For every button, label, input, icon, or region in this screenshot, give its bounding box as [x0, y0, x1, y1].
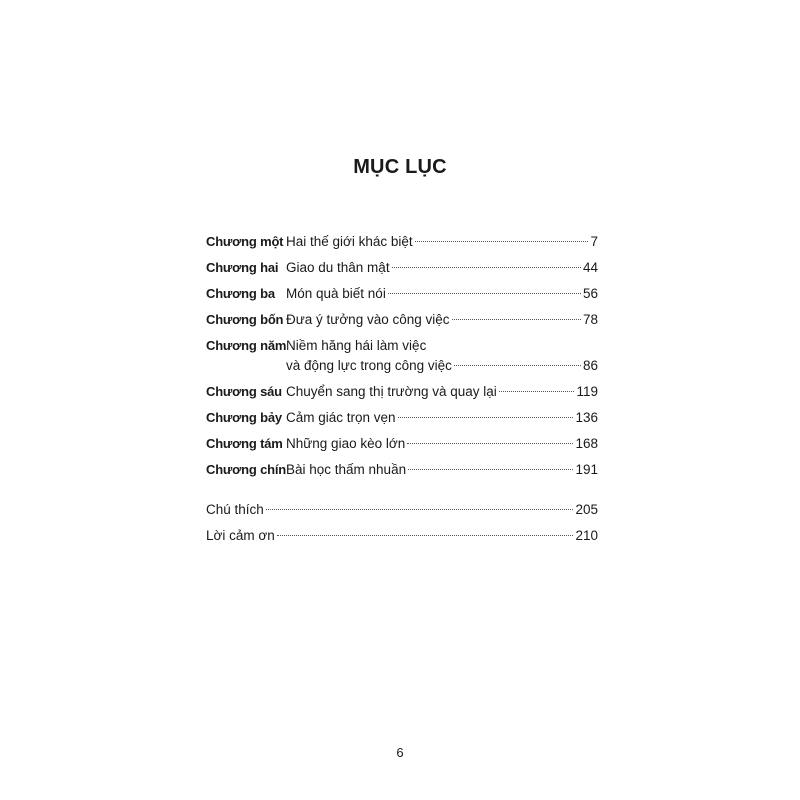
- page-number: 6: [396, 745, 404, 760]
- chapter-label: Chương bốn: [206, 312, 284, 327]
- toc-row-chapter-4[interactable]: [206, 310, 598, 330]
- toc-row-chapter-7[interactable]: [206, 408, 598, 428]
- extra-entry: [206, 500, 598, 520]
- page-ref: 56: [582, 286, 598, 301]
- extra-title: Chú thích: [206, 502, 264, 517]
- chapter-entry: [286, 284, 598, 304]
- page-title: MỤC LỤC: [353, 156, 447, 178]
- extra-title: Lời cảm ơn: [206, 528, 275, 543]
- chapter-label: Chương một: [206, 234, 284, 249]
- chapter-title: Món quà biết nói: [286, 286, 386, 301]
- dot-leader: [266, 509, 574, 510]
- chapter-title-line-1: Niềm hăng hái làm việc: [286, 338, 427, 353]
- page-ref: 44: [582, 260, 598, 275]
- extra-entry: [206, 526, 598, 546]
- chapter-label: Chương chín: [206, 462, 287, 477]
- chapter-title: Chuyển sang thị trường và quay lại: [286, 384, 497, 399]
- dot-leader: [388, 293, 581, 294]
- dot-leader: [408, 469, 573, 470]
- toc-row-chapter-5[interactable]: [206, 336, 598, 376]
- toc-row-notes[interactable]: [206, 500, 598, 520]
- page-ref: 86: [582, 358, 598, 373]
- chapter-entry: [286, 408, 598, 428]
- dot-leader: [415, 241, 589, 242]
- chapter-title: Bài học thấm nhuần: [286, 462, 407, 477]
- toc-row-acknowledgements[interactable]: [206, 526, 598, 546]
- toc-row-chapter-2[interactable]: [206, 258, 598, 278]
- chapter-label: Chương năm: [206, 338, 287, 353]
- chapter-title: Giao du thân mật: [286, 260, 390, 275]
- chapter-entry: [286, 232, 598, 252]
- page-ref: 191: [575, 462, 598, 477]
- page-ref: 119: [576, 384, 598, 399]
- chapter-entry: [286, 382, 598, 402]
- chapter-label: Chương tám: [206, 436, 283, 451]
- dot-leader: [392, 267, 581, 268]
- section-spacer: [206, 486, 598, 500]
- chapter-title-line-2: và động lực trong công việc: [286, 358, 452, 373]
- table-of-contents: [206, 232, 598, 552]
- page-ref: 205: [575, 502, 598, 517]
- chapter-label: Chương hai: [206, 260, 279, 275]
- chapter-title: Những giao kèo lớn: [286, 436, 406, 451]
- chapter-entry: [286, 336, 598, 376]
- page-ref: 78: [582, 312, 598, 327]
- toc-row-chapter-6[interactable]: [206, 382, 598, 402]
- toc-row-chapter-8[interactable]: [206, 434, 598, 454]
- toc-row-chapter-1[interactable]: [206, 232, 598, 252]
- chapter-title: Cảm giác trọn vẹn: [286, 410, 396, 425]
- dot-leader: [454, 365, 581, 366]
- chapter-entry: [286, 460, 598, 480]
- chapter-entry: [286, 258, 598, 278]
- chapter-title: Đưa ý tưởng vào công việc: [286, 312, 450, 327]
- chapter-title: Hai thế giới khác biệt: [286, 234, 413, 249]
- dot-leader: [398, 417, 574, 418]
- page-ref: 210: [575, 528, 598, 543]
- dot-leader: [407, 443, 573, 444]
- page-ref: 7: [590, 234, 598, 249]
- dot-leader: [499, 391, 575, 392]
- dot-leader: [277, 535, 574, 536]
- chapter-label: Chương bảy: [206, 410, 282, 425]
- chapter-label: Chương sáu: [206, 384, 282, 399]
- page-ref: 168: [575, 436, 598, 451]
- toc-row-chapter-9[interactable]: [206, 460, 598, 480]
- chapter-entry: [286, 310, 598, 330]
- page-ref: 136: [575, 410, 598, 425]
- chapter-entry: [286, 434, 598, 454]
- chapter-label: Chương ba: [206, 286, 275, 301]
- dot-leader: [452, 319, 581, 320]
- toc-row-chapter-3[interactable]: [206, 284, 598, 304]
